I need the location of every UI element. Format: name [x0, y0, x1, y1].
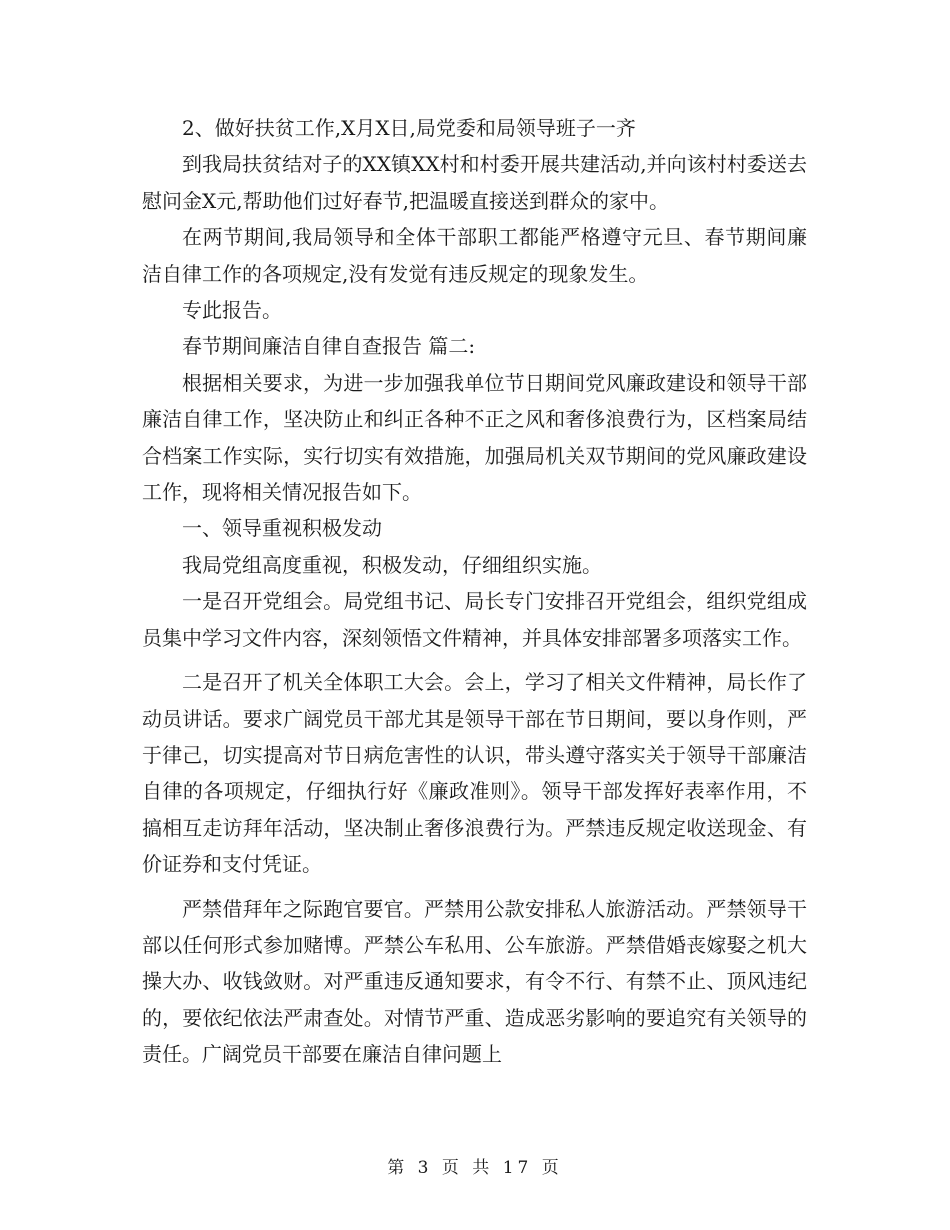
- paragraph-meeting-two: 二是召开了机关全体职工大会。会上，学习了相关文件精神，局长作了动员讲话。要求广阔党员干部尤其是领导干部在节日期间，要以身作则，严于律己，切实提高对节日病危害性的认识，带头遵守落实关于领导干部廉洁自律的各项规定，仔细执行好《廉政准则》。领导干部发挥好表率作用，不搞相互走访拜年活动，坚决制止奢侈浪费行为。严禁违反规定收送现金、有价证券和支付凭证。: [142, 670, 807, 877]
- paragraph-compliance: 在两节期间,我局领导和全体干部职工都能严格遵守元旦、春节期间廉洁自律工作的各项规定,没有发觉有违反规定的现象发生。: [142, 225, 807, 286]
- paragraph-prohibitions: 严禁借拜年之际跑官要官。严禁用公款安排私人旅游活动。严禁领导干部以任何形式参加赌博。严禁公车私用、公车旅游。严禁借婚丧嫁娶之机大操大办、收钱敛财。对严重违反通知要求，有令不行、有禁不止、顶风违纪的，要依纪依法严肃查处。对情节严重、造成恶劣影响的要追究有关领导的责任。广阔党员干部要在廉洁自律问题上: [142, 896, 807, 1067]
- paragraph-meeting-one: 一是召开党组会。局党组书记、局长专门安排召开党组会，组织党组成员集中学习文件内容，深刻领悟文件精神，并具体安排部署多项落实工作。: [142, 589, 807, 650]
- document-body: [142, 110, 807, 1073]
- paragraph-intro: 根据相关要求，为进一步加强我单位节日期间党风廉政建设和领导干部廉洁自律工作，坚决防止和纠正各种不正之风和奢侈浪费行为，区档案局结合档案工作实际，实行切实有效措施，加强局机关双节期间的党风廉政建设工作，现将相关情况报告如下。: [142, 370, 807, 505]
- paragraph-poverty-detail: 到我局扶贫结对子的XX镇XX村和村委开展共建活动,并向该村村委送去慰问金X元,帮助他们过好春节,把温暖直接送到群众的家中。: [142, 152, 807, 213]
- section-title-part-two: 春节期间廉洁自律自查报告 篇二:: [182, 334, 476, 359]
- paragraph-poverty-item: 2、做好扶贫工作,X月X日,局党委和局领导班子一齐: [182, 116, 636, 140]
- paragraph-closing: 专此报告。: [182, 298, 282, 323]
- heading-leadership: 一、领导重视积极发动: [182, 516, 382, 541]
- page-number-footer: 第 3 页 共 17 页: [387, 1158, 563, 1178]
- paragraph-party-group: 我局党组高度重视，积极发动，仔细组织实施。: [182, 552, 602, 577]
